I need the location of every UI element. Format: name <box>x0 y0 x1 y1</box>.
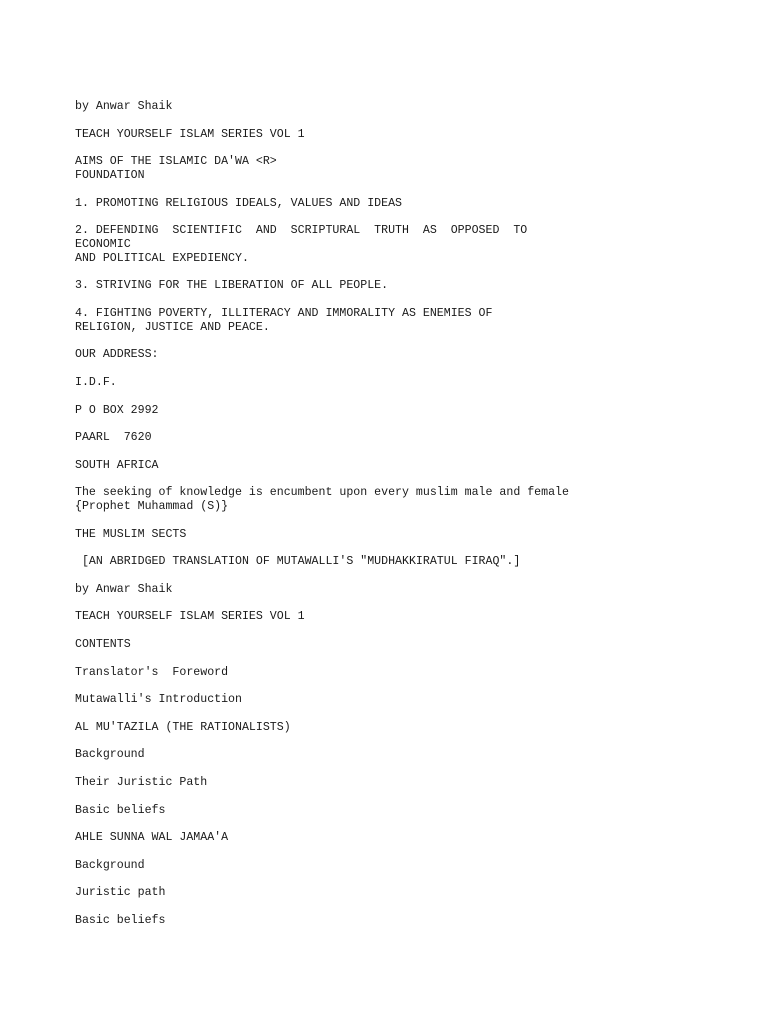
paragraph <box>75 404 695 418</box>
text-line: FOUNDATION <box>75 168 145 182</box>
text-line: by Anwar Shaik <box>75 100 173 113</box>
text-line: [AN ABRIDGED TRANSLATION OF MUTAWALLI'S "MUDHAKKIRATUL FIRAQ".] <box>75 555 521 569</box>
text-line: RELIGION, JUSTICE AND PEACE. <box>75 320 270 334</box>
text-line: Translator's Foreword <box>75 665 229 679</box>
paragraph <box>75 693 695 707</box>
text-line: AHLE SUNNA WAL JAMAA'A <box>75 831 229 845</box>
paragraph <box>75 528 695 542</box>
text-line: CONTENTS <box>75 638 131 652</box>
text-line: AIMS OF THE ISLAMIC DA'WA <R> <box>75 155 277 169</box>
text-line: OUR ADDRESS: <box>75 348 159 362</box>
text-line: I.D.F. <box>75 375 117 389</box>
text-line: ECONOMIC <box>75 237 131 251</box>
text-line: Basic beliefs <box>75 914 166 928</box>
paragraph <box>75 721 695 735</box>
text-line: THE MUSLIM SECTS <box>75 527 187 541</box>
text-line: AND POLITICAL EXPEDIENCY. <box>75 251 249 265</box>
text-line: Background <box>75 748 145 762</box>
text-line: TEACH YOURSELF ISLAM SERIES VOL 1 <box>75 610 305 624</box>
paragraph <box>75 859 695 873</box>
text-line: 4. FIGHTING POVERTY, ILLITERACY AND IMMORALITY AS ENEMIES OF <box>75 306 493 320</box>
text-line: AL MU'TAZILA (THE RATIONALISTS) <box>75 720 291 734</box>
text-line: by Anwar Shaik <box>75 582 173 596</box>
paragraph <box>75 348 695 362</box>
text-line: 3. STRIVING FOR THE LIBERATION OF ALL PEOPLE. <box>75 279 389 293</box>
text-line: Background <box>75 858 145 872</box>
text-line: Their Juristic Path <box>75 776 208 790</box>
text-line: Juristic path <box>75 886 166 900</box>
paragraph <box>75 748 695 762</box>
paragraph <box>75 307 695 335</box>
text-line: PAARL 7620 <box>75 431 152 445</box>
text-line: TEACH YOURSELF ISLAM SERIES VOL 1 <box>75 127 305 141</box>
paragraph <box>75 914 695 928</box>
paragraph <box>75 155 695 183</box>
paragraph <box>75 224 695 265</box>
document-text <box>75 100 695 942</box>
paragraph <box>75 776 695 790</box>
paragraph <box>75 583 695 597</box>
paragraph <box>75 831 695 845</box>
paragraph <box>75 100 695 114</box>
text-line: {Prophet Muhammad (S)} <box>75 500 229 514</box>
paragraph <box>75 804 695 818</box>
paragraph <box>75 279 695 293</box>
paragraph <box>75 128 695 142</box>
paragraph <box>75 376 695 390</box>
text-line: The seeking of knowledge is encumbent upon every muslim male and female <box>75 486 569 500</box>
paragraph <box>75 459 695 473</box>
paragraph <box>75 666 695 680</box>
text-line: Mutawalli's Introduction <box>75 693 242 707</box>
paragraph <box>75 486 695 514</box>
paragraph <box>75 431 695 445</box>
paragraph <box>75 197 695 211</box>
paragraph <box>75 638 695 652</box>
paragraph <box>75 610 695 624</box>
text-line: P O BOX 2992 <box>75 403 159 417</box>
paragraph <box>75 886 695 900</box>
text-line: 1. PROMOTING RELIGIOUS IDEALS, VALUES AND IDEAS <box>75 196 402 210</box>
text-line: 2. DEFENDING SCIENTIFIC AND SCRIPTURAL TRUTH AS OPPOSED TO <box>75 224 528 238</box>
paragraph <box>75 555 695 569</box>
text-line: SOUTH AFRICA <box>75 458 159 472</box>
text-line: Basic beliefs <box>75 803 166 817</box>
